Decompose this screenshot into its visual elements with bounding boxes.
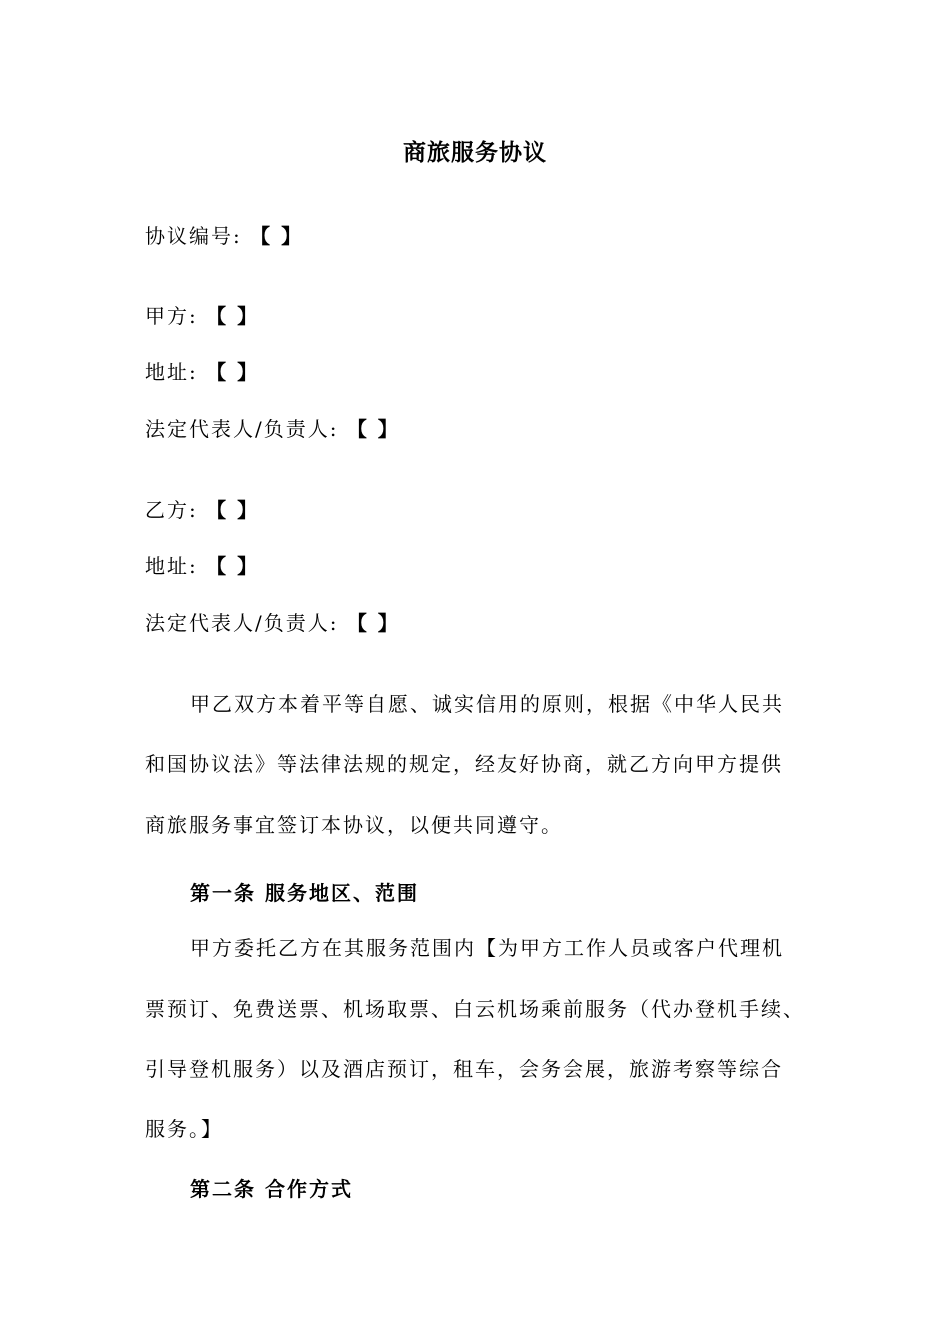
party-a-rep-line [145, 415, 400, 443]
article-1-line: 服务。】 [145, 1117, 223, 1141]
party-a-name-line [145, 302, 259, 330]
article-1-heading: 第一条 服务地区、范围 [190, 881, 419, 905]
article-2-heading: 第二条 合作方式 [190, 1177, 353, 1201]
preamble-line: 甲乙双方本着平等自愿、诚实信用的原则，根据《中华人民共 [190, 692, 784, 716]
agreement-number-line [145, 222, 303, 250]
agreement-number-value: 【 】 [250, 224, 304, 248]
party-a-name-label: 甲方: [145, 304, 198, 328]
party-b-rep-value: 【 】 [346, 611, 400, 635]
party-b-name-label: 乙方: [145, 498, 198, 522]
party-b-name-line [145, 496, 259, 524]
party-b-rep-line [145, 609, 400, 637]
party-b-address-line [145, 552, 259, 580]
party-b-rep-label: 法定代表人/负责人: [145, 611, 339, 635]
article-1-line: 票预订、免费送票、机场取票、白云机场乘前服务（代办登机手续、 [145, 997, 805, 1021]
party-a-address-label: 地址: [145, 360, 198, 384]
article-1-line: 引导登机服务）以及酒店预订，租车，会务会展，旅游考察等综合 [145, 1057, 783, 1081]
party-a-rep-label: 法定代表人/负责人: [145, 417, 339, 441]
agreement-number-label: 协议编号: [145, 224, 242, 248]
party-b-address-label: 地址: [145, 554, 198, 578]
document-title: 商旅服务协议 [403, 139, 547, 166]
party-b-name-value: 【 】 [206, 498, 260, 522]
preamble-line: 商旅服务事宜签订本协议，以便共同遵守。 [145, 813, 563, 837]
party-a-address-value: 【 】 [206, 360, 260, 384]
preamble-line: 和国协议法》等法律法规的规定，经友好协商，就乙方向甲方提供 [145, 752, 783, 776]
party-a-address-line [145, 358, 259, 386]
article-1-line: 甲方委托乙方在其服务范围内【为甲方工作人员或客户代理机 [190, 936, 784, 960]
party-a-rep-value: 【 】 [346, 417, 400, 441]
party-b-address-value: 【 】 [206, 554, 260, 578]
party-a-name-value: 【 】 [206, 304, 260, 328]
